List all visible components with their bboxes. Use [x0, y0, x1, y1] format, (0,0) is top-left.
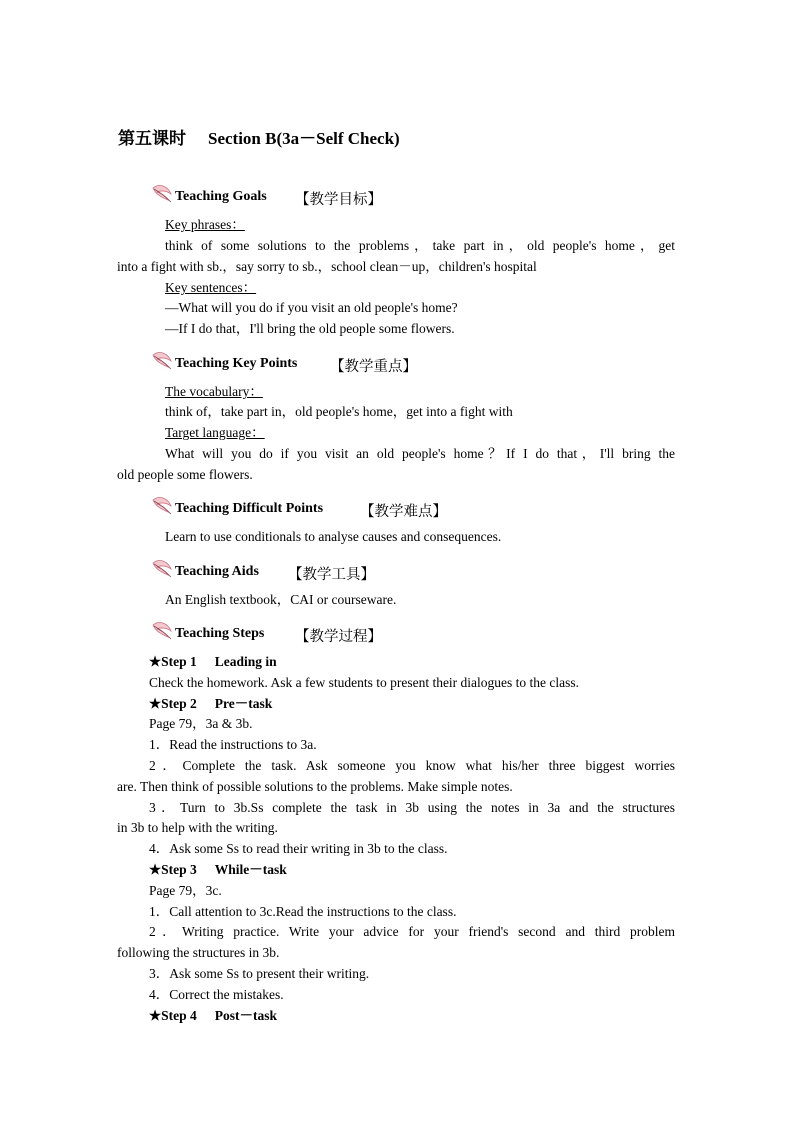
lesson-label: 第五课时	[118, 129, 186, 148]
phrases-line-1: think of some solutions to the problems，take part in，old people's home，get	[165, 238, 675, 253]
step-2-page: Page 79，3a & 3b.	[149, 716, 253, 731]
step-2-item-2-line-2: are. Then think of possible solutions to the problems. Make simple notes.	[117, 779, 513, 794]
quill-icon	[150, 619, 174, 643]
quill-icon	[150, 182, 174, 206]
target-line-2: old people some flowers.	[117, 467, 253, 482]
step-3-item-2-line-1: 2．Writing practice. Write your advice for your friend's second and third problem	[149, 924, 675, 939]
vocabulary-label: The vocabulary：	[165, 384, 263, 399]
target-line-1: What will you do if you visit an old people's home？If I do that，I'll bring the	[165, 446, 675, 461]
quill-icon	[150, 349, 174, 373]
step-2-item-3-line-2: in 3b to help with the writing.	[117, 820, 278, 835]
sentence-1: —What will you do if you visit an old people's home?	[165, 300, 458, 315]
step-2-item-3-line-1: 3．Turn to 3b.Ss complete the task in 3b using the notes in 3a and the structures	[149, 800, 675, 815]
section-title: Teaching Key Points	[175, 356, 298, 371]
step-2-item-2-line-1: 2．Complete the task. Ask someone you know what his/her three biggest worries	[149, 758, 675, 773]
step-2-heading: ★Step 2 Pre－task	[149, 696, 273, 711]
key-sentences-label: Key sentences：	[165, 280, 257, 295]
target-language-label: Target language：	[165, 425, 265, 440]
section-title-cn: 【教学重点】	[330, 359, 417, 375]
sentence-2: —If I do that，I'll bring the old people some flowers.	[165, 321, 455, 336]
quill-icon	[150, 557, 174, 581]
step-2-item-1: 1．Read the instructions to 3a.	[149, 737, 317, 752]
section-title: Teaching Steps	[175, 626, 265, 641]
section-title-cn: 【教学难点】	[360, 504, 447, 520]
section-title-cn: 【教学工具】	[288, 567, 375, 583]
section-title: Teaching Difficult Points	[175, 501, 324, 516]
section-title: Teaching Aids	[175, 564, 259, 579]
section-title-cn: 【教学目标】	[295, 192, 382, 208]
aids-text: An English textbook，CAI or courseware.	[165, 592, 397, 607]
step-3-item-2-line-2: following the structures in 3b.	[117, 945, 280, 960]
step-1-heading: ★Step 1 Leading in	[149, 654, 277, 669]
difficult-text: Learn to use conditionals to analyse causes and consequences.	[165, 529, 502, 544]
section-label: Section B(3a－Self Check)	[208, 129, 400, 148]
step-2-item-4: 4．Ask some Ss to read their writing in 3b to the class.	[149, 841, 448, 856]
step-3-item-1: 1．Call attention to 3c.Read the instructions to the class.	[149, 904, 457, 919]
step-3-heading: ★Step 3 While－task	[149, 862, 287, 877]
step-1-text: Check the homework. Ask a few students to present their dialogues to the class.	[149, 675, 580, 690]
vocabulary-text: think of，take part in，old people's home，get into a fight with	[165, 404, 513, 419]
section-title: Teaching Goals	[175, 189, 267, 204]
section-title-cn: 【教学过程】	[295, 629, 382, 645]
step-3-item-4: 4．Correct the mistakes.	[149, 987, 284, 1002]
step-3-page: Page 79，3c.	[149, 883, 222, 898]
page-title	[118, 124, 400, 149]
step-4-heading: ★Step 4 Post－task	[149, 1008, 277, 1023]
key-phrases-label: Key phrases：	[165, 217, 245, 232]
step-3-item-3: 3．Ask some Ss to present their writing.	[149, 966, 370, 981]
quill-icon	[150, 494, 174, 518]
phrases-line-2: into a fight with sb.，say sorry to sb.，school clean－up，children's hospital	[117, 259, 537, 274]
